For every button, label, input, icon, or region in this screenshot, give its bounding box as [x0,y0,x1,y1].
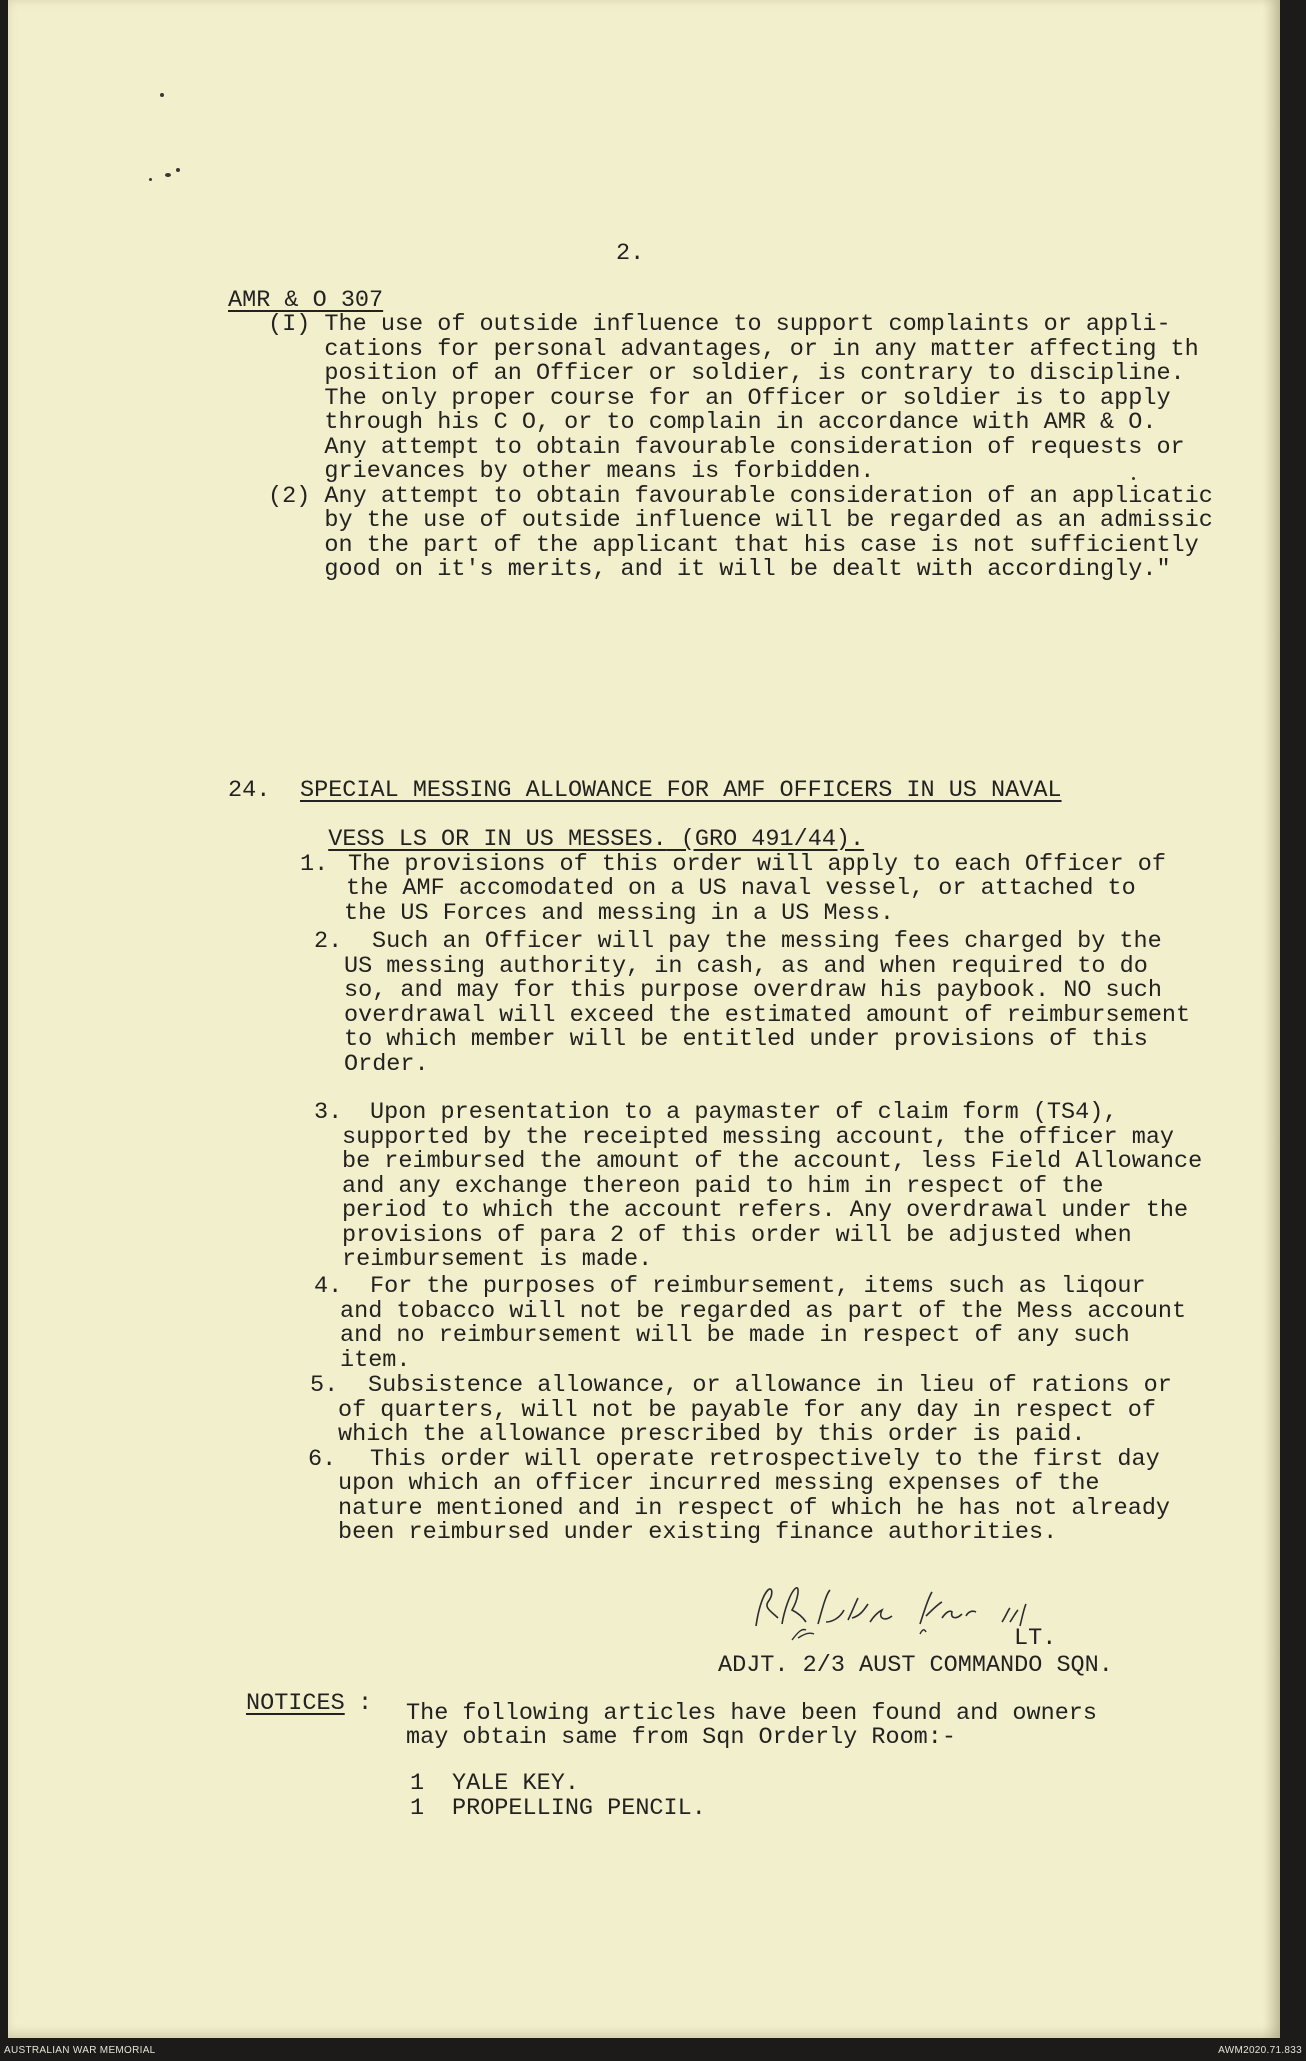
ink-mark [1132,477,1135,480]
item-number: 4. [314,1273,343,1300]
item-line: US messing authority, in cash, as and when required to do [344,953,1148,980]
item-line: period to which the account refers. Any overdrawal under the [342,1197,1189,1224]
amr-line: (2) Any attempt to obtain favourable consideration of an applicatic [268,483,1213,510]
signature-unit: ADJT. 2/3 AUST COMMANDO SQN. [718,1652,1113,1679]
item-line: and tobacco will not be regarded as part of the Mess account [340,1298,1187,1325]
amr-line: good on it's merits, and it will be dealt with accordingly." [268,556,1171,583]
ink-mark [165,173,171,177]
item-line: nature mentioned and in respect of which he has not already [338,1495,1171,1522]
item-number: 2. [314,928,343,955]
amr-line: (I) The use of outside influence to support complaints or appli- [268,311,1171,338]
item-number: 1. [300,851,329,878]
amr-line: on the part of the applicant that his case is not sufficiently [268,532,1199,559]
item-line: Upon presentation to a paymaster of claim form (TS4), [370,1099,1118,1126]
footer-bar [0,2038,1306,2061]
amr-line: grievances by other means is forbidden. [268,458,875,485]
notices-colon: : [358,1690,373,1717]
amr-line: cations for personal advantages, or in any matter affecting th [268,336,1199,363]
notices-line: may obtain same from Sqn Orderly Room:- [406,1724,956,1751]
item-line: been reimbursed under existing finance authorities. [338,1519,1058,1546]
ink-mark [160,93,164,97]
item-line: supported by the receipted messing account, the officer may [342,1124,1175,1151]
item-line: upon which an officer incurred messing expenses of the [338,1470,1100,1497]
item-number: 3. [314,1099,343,1126]
amr-heading: AMR & O 307 [228,287,384,314]
amr-line: by the use of outside influence will be regarded as an admissic [268,507,1213,534]
signature-rank: LT. [1014,1625,1057,1652]
item-line: so, and may for this purpose overdraw his paybook. NO such [344,977,1162,1004]
item-line: and no reimbursement will be made in respect of any such [340,1322,1130,1349]
ink-mark [176,168,180,172]
item-line: item. [340,1347,411,1374]
notice-item-name: YALE KEY. [452,1770,579,1797]
item-line: overdrawal will exceed the estimated amount of reimbursement [344,1002,1191,1029]
item-line: which the allowance prescribed by this order is paid. [338,1421,1086,1448]
item-line: the US Forces and messing in a US Mess. [344,900,894,927]
amr-line: The only proper course for an Officer or soldier is to apply [268,385,1171,412]
paper-edge-shadow [1262,0,1280,2038]
notices-label: NOTICES [246,1690,345,1717]
item-line: Such an Officer will pay the messing fees charged by the [372,928,1162,955]
page-number: 2. [616,240,645,267]
item-line: and any exchange thereon paid to him in respect of the [342,1173,1104,1200]
item-line: Order. [344,1051,429,1078]
item-line: to which member will be entitled under provisions of this [344,1026,1148,1053]
item-line: of quarters, will not be payable for any day in respect of [338,1397,1156,1424]
amr-line: Any attempt to obtain favourable consideration of requests or [268,434,1185,461]
section-number: 24. [228,777,271,804]
notice-item-name: PROPELLING PENCIL. [452,1795,706,1822]
section-title-line2-wrap [300,803,864,852]
item-number: 6. [308,1446,337,1473]
section-title-line2: VESS LS OR IN US MESSES. [328,825,667,853]
item-line: be reimbursed the amount of the account, less Field Allowance [342,1148,1203,1175]
section-title-line1: SPECIAL MESSING ALLOWANCE FOR AMF OFFICERS IN US NAVAL [300,777,1062,804]
item-line: reimbursement is made. [342,1246,653,1273]
ink-mark [149,178,152,181]
item-line: This order will operate retrospectively to the first day [370,1446,1160,1473]
amr-line: position of an Officer or soldier, is contrary to discipline. [268,360,1185,387]
item-line: Subsistence allowance, or allowance in lieu of rations or [368,1372,1172,1399]
item-line: The provisions of this order will apply to each Officer of [348,851,1166,878]
notices-line: The following articles have been found and owners [406,1700,1098,1727]
amr-line: through his C O, or to complain in accordance with AMR & O. [268,409,1157,436]
footer-credit: AUSTRALIAN WAR MEMORIAL [4,2045,156,2056]
item-line: the AMF accomodated on a US naval vessel, or attached to [346,875,1136,902]
item-line: For the purposes of reimbursement, items such as liqour [370,1273,1146,1300]
footer-id: AWM2020.71.833 [1218,2045,1302,2056]
item-line: provisions of para 2 of this order will be adjusted when [342,1222,1132,1249]
notice-item-qty: 1 [410,1770,425,1797]
item-number: 5. [310,1372,339,1399]
section-title-ref: (GRO 491/44). [666,825,865,853]
notice-item-qty: 1 [410,1795,425,1822]
